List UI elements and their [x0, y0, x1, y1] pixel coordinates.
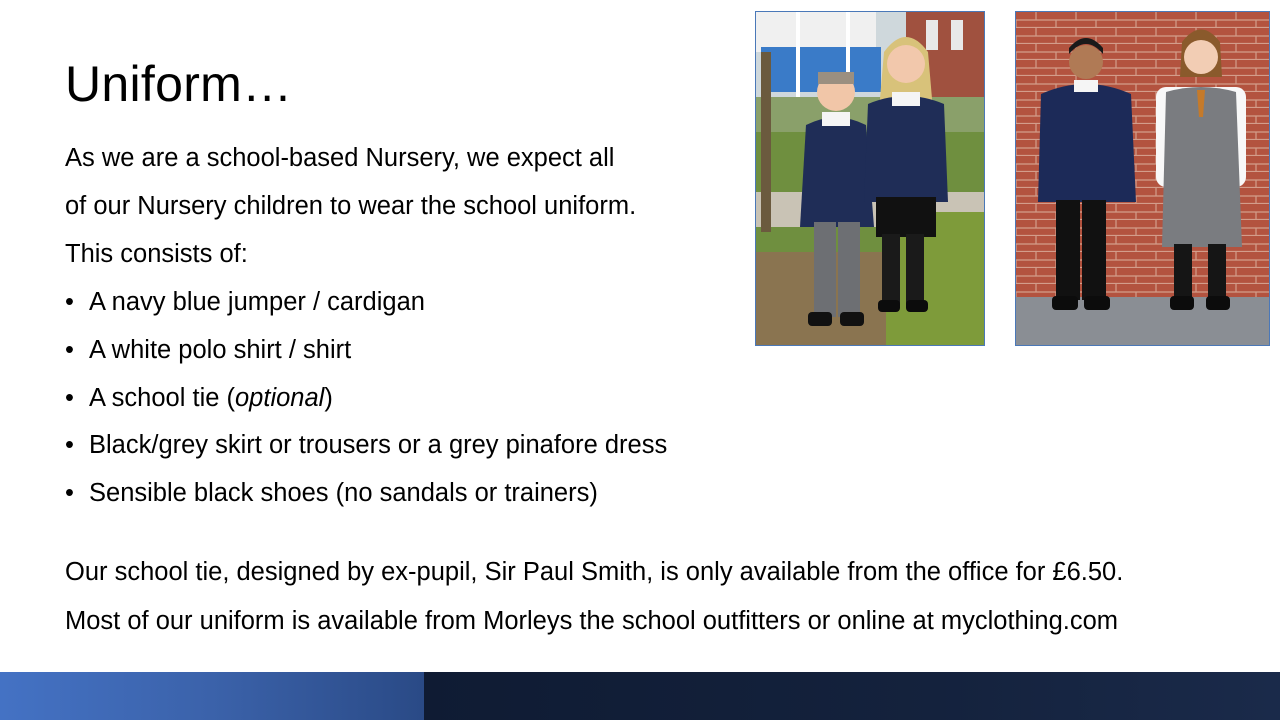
bullet-dot-icon: •	[65, 336, 74, 364]
bullet-text	[89, 382, 333, 414]
footer-line-tie: Our school tie, designed by ex-pupil, Sir Paul Smith, is only available from the office for £6.50.	[65, 558, 1124, 586]
bullet-text: A white polo shirt / shirt	[89, 336, 352, 364]
bullet-dot-icon: •	[65, 431, 74, 459]
photo-children-brick-wall	[1015, 11, 1270, 346]
slide-title: Uniform…	[65, 56, 293, 112]
bullet-dot-icon: •	[65, 288, 74, 316]
footer-line-supplier: Most of our uniform is available from Morleys the school outfitters or online at myclothing.com	[65, 607, 1119, 635]
intro-line-3: This consists of:	[65, 240, 248, 268]
bullet-text: Black/grey skirt or trousers or a grey pinafore dress	[89, 431, 668, 459]
footer-dark-bar	[424, 672, 1280, 720]
bullet-text: A navy blue jumper / cardigan	[89, 288, 425, 316]
bullet-text-after: )	[324, 384, 333, 412]
intro-line-1: As we are a school-based Nursery, we expect all	[65, 144, 615, 172]
footer-accent-bar	[0, 672, 424, 720]
photo-children-outdoors	[755, 11, 985, 346]
bullet-dot-icon: •	[65, 384, 74, 412]
bullet-text-italic: optional	[235, 384, 325, 412]
intro-line-2: of our Nursery children to wear the school uniform.	[65, 192, 637, 220]
bullet-dot-icon: •	[65, 479, 74, 507]
bullet-text-before: A school tie (	[89, 384, 235, 412]
bullet-text: Sensible black shoes (no sandals or trainers)	[89, 479, 598, 507]
